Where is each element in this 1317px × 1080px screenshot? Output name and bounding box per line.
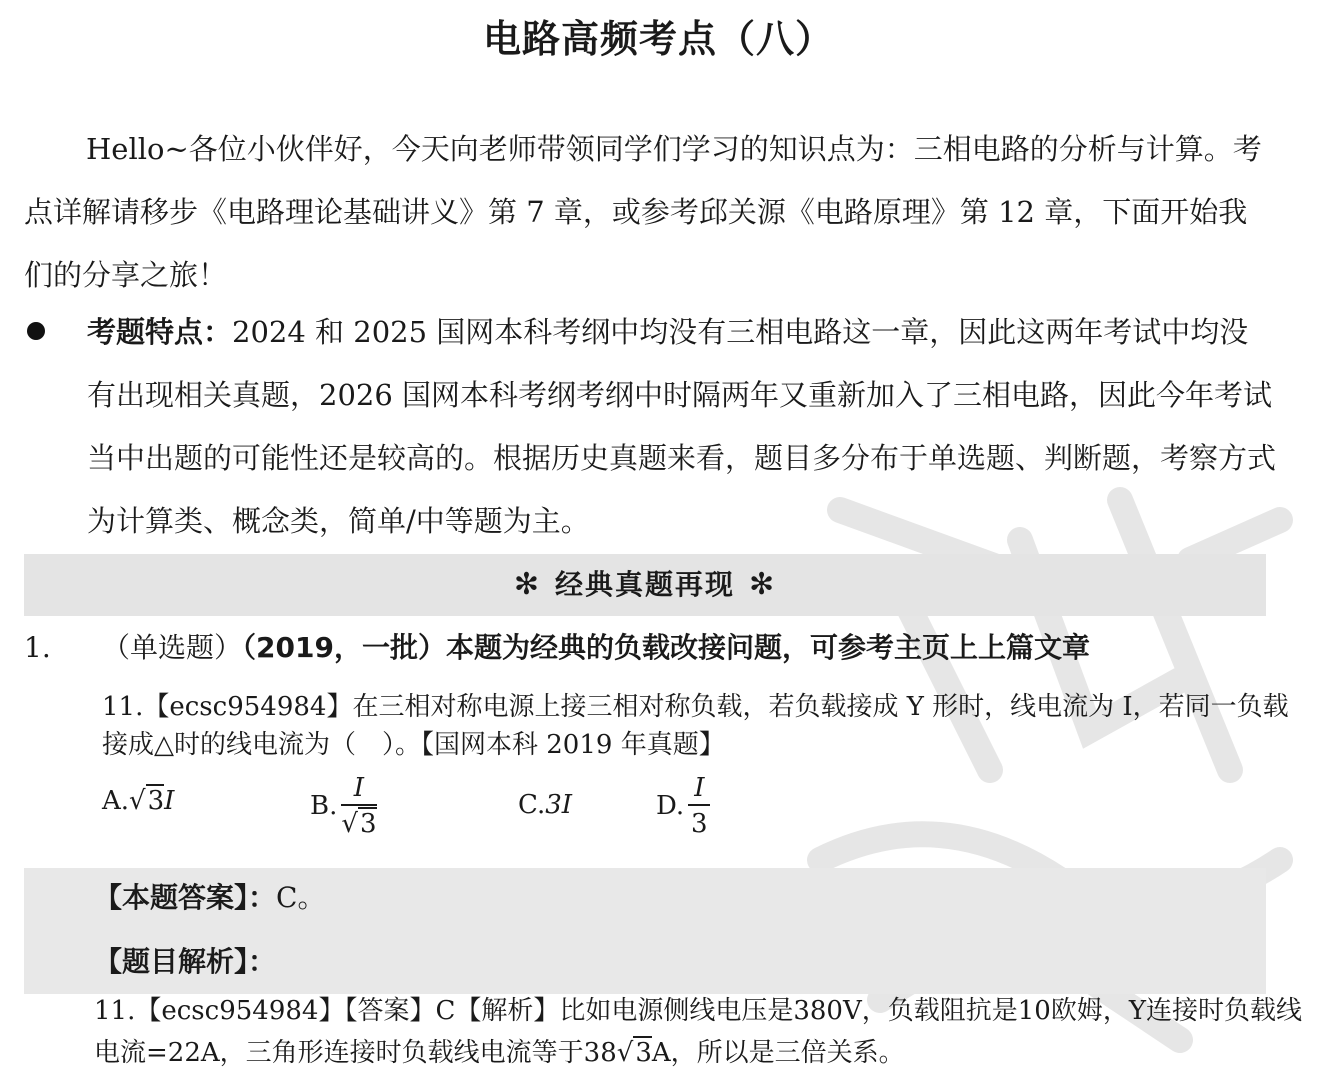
answer-value: C。 — [276, 881, 326, 914]
page-title: 电路高频考点（八） — [482, 17, 834, 61]
section-header-band — [24, 554, 1266, 616]
analysis-heading — [94, 940, 276, 984]
feature-bullet — [87, 301, 1277, 553]
feature-text: 2024 和 2025 国网本科考纲中均没有三相电路这一章，因此这两年考试中均没有出现相关真题，2026 国网本科考纲考纲中时隔两年又重新加入了三相电路，因此今年考试当中出题的可能性还是较高的。根据历史真题来看，题目多分布于单选题、判断题，考察方式为计算类、概念类，简单/中等题为主。 — [87, 315, 1277, 538]
option-b-denominator — [341, 806, 376, 842]
option-d-label: D. — [656, 791, 685, 821]
option-d-fraction — [688, 772, 710, 842]
question-heading — [102, 626, 1090, 670]
sqrt-sign: √3 — [341, 809, 377, 839]
option-c — [518, 790, 572, 820]
bullet-dot-icon — [27, 322, 45, 340]
answer-line — [94, 876, 325, 920]
sqrt-sign: √3 — [616, 1038, 652, 1068]
intro-text: Hello~各位小伙伴好，今天向老师带领同学们学习的知识点为：三相电路的分析与计算。考点详解请移步《电路理论基础讲义》第 7 章，或参考邱关源《电路原理》第 12 章，下面开始我们的分享之旅！ — [24, 132, 1262, 292]
option-a-radicand: 3 — [147, 786, 165, 816]
option-b-label: B. — [310, 791, 338, 821]
star-icon: ✻ — [749, 567, 777, 602]
option-d-numerator: I — [688, 772, 710, 806]
option-a — [102, 786, 174, 816]
question-number: 1. — [24, 631, 51, 664]
analysis-text-part2: A，所以是三倍关系。 — [651, 1038, 905, 1068]
option-c-label: C. — [518, 790, 546, 820]
sqrt-sign: √3 — [129, 786, 165, 816]
feature-label: 考题特点： — [87, 315, 233, 349]
option-b-radicand: 3 — [359, 809, 377, 839]
option-a-variable: I — [164, 786, 175, 816]
analysis-text — [94, 990, 1309, 1074]
answer-label: 【本题答案】： — [94, 881, 277, 914]
option-d-denominator: 3 — [691, 809, 708, 839]
star-icon: ✻ — [513, 567, 541, 602]
intro-paragraph — [24, 118, 1274, 307]
option-b-fraction — [341, 772, 376, 842]
question-body: 11.【ecsc954984】在三相对称电源上接三相对称负载，若负载接成 Y 形时，线电流为 I，若同一负载接成△时的线电流为（ ）。【国网本科 2019 年真题】 — [102, 692, 1289, 760]
option-d — [656, 772, 710, 842]
question-heading-text: （2019，一批）本题为经典的负载改接问题，可参考主页上上篇文章 — [242, 631, 1090, 664]
section-header — [24, 554, 1266, 616]
analysis-label: 【题目解析】： — [94, 945, 277, 978]
option-b — [310, 772, 377, 842]
option-a-label: A. — [102, 786, 130, 816]
question-type: （单选题） — [102, 631, 243, 664]
option-c-value: 3I — [545, 790, 573, 820]
analysis-radicand: 3 — [635, 1038, 652, 1068]
option-b-numerator: I — [341, 772, 376, 806]
section-title: 经典真题再现 — [554, 568, 735, 601]
analysis-text-part1: 11.【ecsc954984】【答案】C【解析】比如电源侧线电压是380V，负载阻抗是10欧姆，Y连接时负载线电流=22A，三角形连接时负载线电流等于38 — [94, 996, 1302, 1068]
